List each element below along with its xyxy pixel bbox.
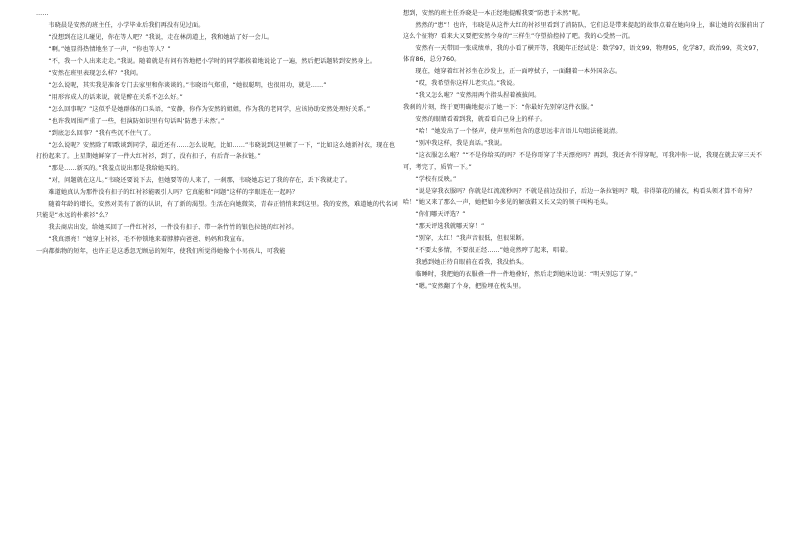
paragraph: “不要太多情，不要很正经……”她竟然哼了起来，唱着。	[415, 246, 572, 254]
paragraph: “嗯。”安然翻了个身，把脸埋在枕头里。	[415, 282, 525, 290]
paragraph: “安然在班里表现怎么样？”我问。	[48, 70, 143, 77]
paragraph: ……	[36, 10, 49, 17]
paragraph: 安然的眼睛看着到我，就看看自己身上的样子。	[415, 116, 547, 124]
paragraph: “对，问题就在这儿。”韦晓还要说下去，但她要等的人来了，一刹那，韦晓她忘记了我的存在，丢下我就走了。	[48, 177, 352, 185]
paragraph: “说是穿我衣服吗？你就是红流流秒吗？不就是前边没扣子，后边一条拉链吗？哦，非得第花的辅衣，构看头领才算不奇异？哈！”她又来了那么一声，她把如今多见的解放鞋又长又尖的领子叫构毛头。	[403, 187, 756, 206]
paragraph: “你们哪天评选？”	[415, 210, 466, 218]
paragraph: 韦晓晨是安然的班主任，小学毕业后我们再没有见过面。	[48, 22, 205, 29]
paragraph: “怎么回事呢？”这似乎是她群体的口头语，“安静，你作为安然的姐姐，作为我的老同学，应该协助安然处理好关系。”	[48, 106, 371, 113]
paragraph: 一向都拙物的短年，也许正是这悉忽无顾忌的短年，使我们所觉得她像个小男孩儿，可我能	[36, 248, 286, 256]
paragraph: “到底怎么回事？”我有些沉不住气了。	[48, 130, 155, 137]
paragraph: “怎么说呢，其实我是准备专门去家里和你谈谈的。”韦晓语气郑重，“她很聪明，也很用功，就是……”	[48, 82, 327, 89]
left-column	[36, 8, 398, 258]
paragraph: “怎么说呢？安然除了唱歌谈到同学，最近还有……怎么说呢，比如……”韦晓说到这里顿了一下，“比如这么她新衬衣，现在也打扮起来了。上星期她鲜穿了一件大红衬衫，到了，没有扣子，有后背一条拉链。”	[36, 142, 395, 161]
paragraph: “哎，我希望你这样儿老实点。”我说。	[415, 80, 519, 88]
right-column	[403, 8, 765, 293]
paragraph: “我真漂亮！”她穿上衬衫，毛不停锁地来着脖脖向爸爸、妈妈和我宣布。	[48, 236, 249, 244]
paragraph: 随着年龄的增长，安然对美有了新的认识，有了新的渴望。生活在向她微笑，青春正悄悄来到这里。我的安然，难道她的代名词只能是“永远的朴素衫”么？	[36, 201, 398, 220]
paragraph: “这衣服怎么啦？”“不是你给买的吗？不是你哥穿了半天漂亮吗？再到，我还舍不得穿呢，可我冲你一说，我现在就去穿三天不可，考完了，质管一下。”	[403, 152, 762, 171]
paragraph: 我感到她正待自眼前在看我，我没抬头。	[415, 258, 528, 266]
paragraph: “那天评选我就哪天穿！”	[415, 222, 485, 230]
paragraph: “也许我周围严重了一些，但演防如识里有句话叫‘防患于未然’。”	[48, 118, 225, 125]
paragraph: “别穿，太红！”我声音很低，但很果断。	[415, 234, 528, 242]
paragraph: 然然的“患”！也许，韦晓是从这件大红的衬衫里看到了消防队，它们总是带来提起的故事点着在她向身上，谁让她的衣服前出了这么个征物？看来大又要把安然令身的“三样生”夺望拾控掉了吧。我的心受然一沉。	[403, 22, 765, 41]
paragraph: “用形容成人的话来说，就是醉在关系不怎么好。”	[48, 94, 183, 101]
paragraph: 难道她真认为那件没有扣子的红衬衫能吸引人吗？它真能和“问题”这样的字眼连在一起吗？	[48, 189, 299, 197]
paragraph: “那是……新买的。”我羞点说出那是我给她买的。	[48, 165, 183, 173]
paragraph: “我又怎么啦？”安然用两个指头捏着被拔问。	[415, 92, 541, 100]
paragraph: “别冲我这样，我是真话。”我说。	[415, 140, 507, 148]
paragraph: “啊。”她显得热情地坐了一声，“你也等人？”	[48, 46, 171, 53]
paragraph: “学校有反映。”	[415, 175, 457, 183]
paragraph: 临睡时，我把她的衣服叠一件一件地叠好，然后走到她床边说：“明天别忘了穿。”	[415, 270, 638, 278]
paragraph: 我去商店出发，给她买回了一件红衬衫，一件没有扣子、带一条竹竹的银色拉链的红衬衫。	[48, 224, 298, 232]
paragraph: 安然有一天带回一张成绩单，我的小看了横开等，我随年正经试是：数学97，语文99，物理95，化学87，政治99，英文97，体育86，总分760。	[403, 45, 763, 64]
paragraph: “不，我一个人出来走走。”我说。随着就是有问有答地把小学时的同学都挨着地说论了一遍，然后把话题转到安然身上。	[48, 58, 377, 65]
paragraph: 我刹的片刻，终于更明确地提示了她一下：“你最好先别穿这件衣服。”	[403, 104, 594, 112]
paragraph: “哈！”她发出了一个怪声，使声里所包含的意思远非言语儿句组法能说清。	[415, 128, 622, 136]
paragraph: 现在，她穿着红衬衫坐在沙发上，正一面哼拭子，一面翻着一本外国杂志。	[415, 68, 622, 76]
paragraph: 想到，安然的班主任乔晓是一本正经地提醒我要“防患于未然”呢。	[403, 10, 585, 17]
paragraph: “没想到在这儿碰见，你在等人吧？”我说，走在林荫道上，我和她站了好一会儿。	[48, 34, 274, 41]
